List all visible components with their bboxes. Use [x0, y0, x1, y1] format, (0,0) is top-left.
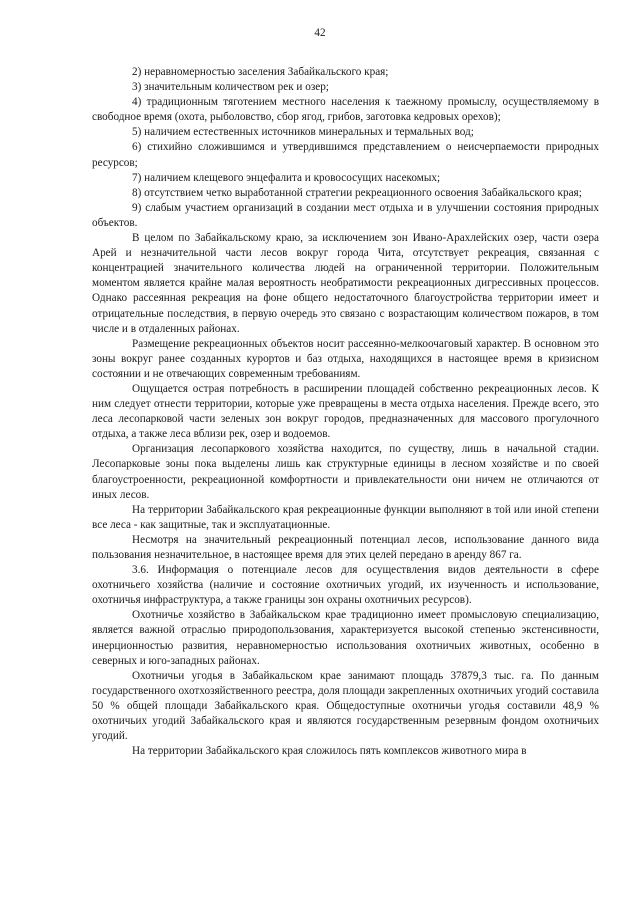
- paragraph: 3) значительным количеством рек и озер;: [132, 81, 329, 94]
- paragraph: Организация лесопаркового хозяйства находится, по существу, лишь в начальной стадии. Лесопарковые зоны пока выделены лишь как структурные единицы в лесном хозяйстве и по своей благоустроенности, рекреационной комфортности и привлекательности они ничем не отличаются от иных лесов.: [92, 443, 599, 501]
- paragraph: На территории Забайкальского края рекреационные функции выполняют в той или иной степени все леса - как защитные, так и эксплуатационные.: [92, 503, 599, 531]
- paragraph: 8) отсутствием четко выработанной стратегии рекреационного освоения Забайкальского края;: [132, 186, 582, 199]
- paragraph: 5) наличием естественных источников минеральных и термальных вод;: [132, 126, 474, 139]
- paragraph: Размещение рекреационных объектов носит рассеянно-мелкоочаговый характер. В основном это зоны вокруг ранее созданных курортов и баз отдыха, находящихся в настоящее время в кризисном состоянии и не отвечающих современным требованиям.: [92, 337, 599, 380]
- paragraph: 7) наличием клещевого энцефалита и кровососущих насекомых;: [132, 171, 441, 184]
- paragraph: Охотничьи угодья в Забайкальском крае занимают площадь 37879,3 тыс. га. По данным государственного охотхозяйственного реестра, доля площади закрепленных охотничьих угодий составила 50 % общей площади Забайкальского края. Общедоступные охотничьи угодья составили 48,9 % охотничьих угодий Забайкальского края и являются государственным резервным фондом охотничьих угодий.: [92, 669, 599, 743]
- paragraph: 2) неравномерностью заселения Забайкальского края;: [132, 66, 389, 78]
- page-body: [92, 65, 599, 759]
- paragraph: В целом по Забайкальскому краю, за исключением зон Ивано-Арахлейских озер, части озера Арей и незначительной части лесов вокруг города Чита, отсутствует рекреация, связанная с концентрацией значительного количества людей на ограниченной территории. Положительным моментом является крайне малая вероятность необратимости рекреационных дигрессивных процессов. Однако рассеянная рекреация на фоне общего недостаточного благоустройства территории имеет и отрицательные последствия, в первую очередь это связано с возрастающим количеством пожаров, в том числе и в отдаленных районах.: [92, 232, 599, 335]
- paragraph: На территории Забайкальского края сложилось пять комплексов животного мира в: [132, 745, 527, 758]
- paragraph: 6) стихийно сложившимся и утвердившимся представлением о неисчерпаемости природных ресурсов;: [92, 141, 599, 169]
- paragraph: 9) слабым участием организаций в создании мест отдыха и в улучшении состояния природных объектов.: [92, 201, 599, 229]
- paragraph: Ощущается острая потребность в расширении площадей собственно рекреационных лесов. К ним следует отнести территории, которые уже превращены в места отдыха населения. Прежде всего, это леса лесопарковой части зеленых зон вокруг городов, предназначенных для массового прогулочного отдыха, а также леса вблизи рек, озер и водоемов.: [92, 382, 599, 441]
- paragraph: Несмотря на значительный рекреационный потенциал лесов, использование данного вида пользования незначительное, в настоящее время для этих целей передано в аренду 867 га.: [92, 533, 599, 561]
- page-number: 42: [314, 27, 326, 39]
- paragraph: 4) традиционным тяготением местного населения к таежному промыслу, осуществляемому в свободное время (охота, рыболовство, сбор ягод, грибов, заготовка кедровых орехов);: [92, 96, 599, 124]
- paragraph: Охотничье хозяйство в Забайкальском крае традиционно имеет промысловую специализацию, является важной отраслью природопользования, характеризуется высокой степенью экстенсивности, инерционностью развития, неравномерностью использования охотничьих животных, особенно в северных и юго-западных районах.: [92, 609, 599, 667]
- section-heading-paragraph: 3.6. Информация о потенциале лесов для осуществления видов деятельности в сфере охотничьего хозяйства (наличие и состояние охотничьих угодий, их изученность и использование, охотничья инфраструктура, а также границы зон охраны охотничьих ресурсов).: [92, 564, 599, 607]
